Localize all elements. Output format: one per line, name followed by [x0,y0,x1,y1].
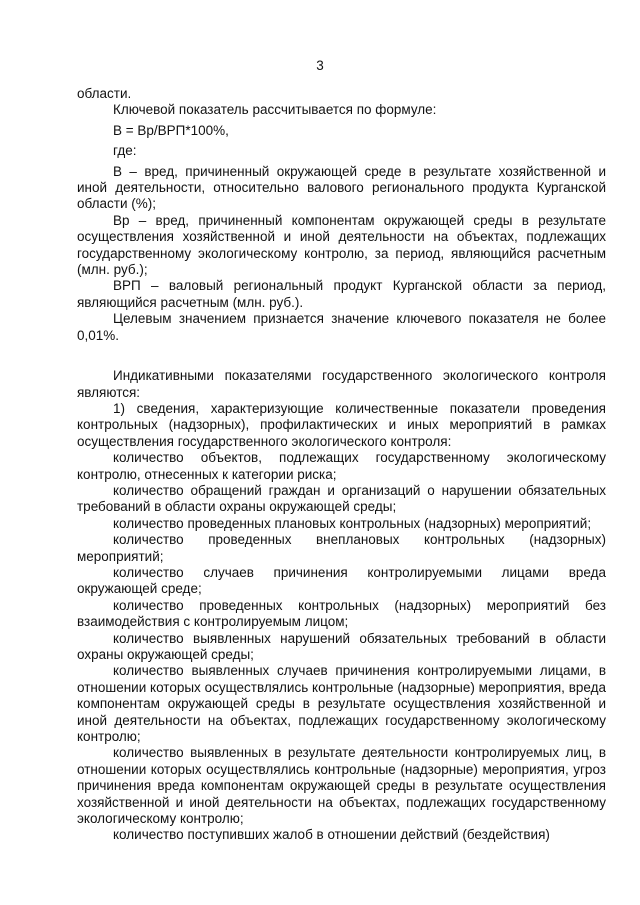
list-item: количество выявленных в результате деятельности контролируемых лиц, в отношении которых осуществлялись контрольные (надзорные) мероприятия, угроз причинения вреда компонентам окружающей среды в результате осуществления хозяйственной и иной деятельности на объектах, подлежащих государственному экологическому контролю; [77,745,606,827]
definition-vrp: ВРП – валовый региональный продукт Курганской области за период, являющийся расчетным (млн. руб.). [77,278,606,310]
paragraph-formula-intro: Ключевой показатель рассчитывается по формуле: [113,102,437,118]
list-item: количество проведенных внеплановых контрольных (надзорных) мероприятий; [77,532,606,564]
page-number: 3 [316,58,324,73]
list-item: количество случаев причинения контролируемыми лицами вреда окружающей среде; [77,564,606,597]
list-item: количество выявленных случаев причинения контролируемыми лицами, в отношении которых осуществлялись контрольные (надзорные) мероприятия, вреда компонентам окружающей среды в результате осуществления хозяйственной и иной деятельности на объектах, подлежащих государственному экологическому контролю; [77,663,606,745]
list-item: количество поступивших жалоб в отношении действий (бездействия) [113,827,550,843]
list-item: количество обращений граждан и организаций о нарушении обязательных требований в области охраны окружающей среды; [77,482,606,515]
target-value: Целевым значением признается значение ключевого показателя не более 0,01%. [77,311,606,343]
list-item-1: 1) сведения, характеризующие количественные показатели проведения контрольных (надзорных), профилактических и иных мероприятий в рамках осуществления государственного экологического контроля: [77,400,606,449]
list-item: количество проведенных контрольных (надзорных) мероприятий без взаимодействия с контролируемым лицом; [77,597,606,630]
list-item: количество проведенных плановых контрольных (надзорных) мероприятий; [113,515,592,531]
formula: В = Вр/ВРП*100%, [113,122,229,138]
paragraph-continuation: области. [77,86,132,101]
paragraph-where: где: [113,143,137,159]
indicative-intro: Индикативными показателями государственного экологического контроля являются: [77,368,606,400]
document-body [77,86,606,844]
definition-vr: Вр – вред, причиненный компонентам окружающей среды в результате осуществления хозяйственной и иной деятельности на объектах, подлежащих государственному экологическому контролю, за период, являющийся расчетным (млн. руб.); [77,212,606,278]
definition-v: В – вред, причиненный окружающей среде в результате хозяйственной и иной деятельности, относительно валового регионального продукта Курганской области (%); [77,163,606,212]
list-item: количество объектов, подлежащих государственному экологическому контролю, отнесенных к категории риска; [77,450,606,482]
list-item: количество выявленных нарушений обязательных требований в области охраны окружающей среды; [77,630,606,662]
